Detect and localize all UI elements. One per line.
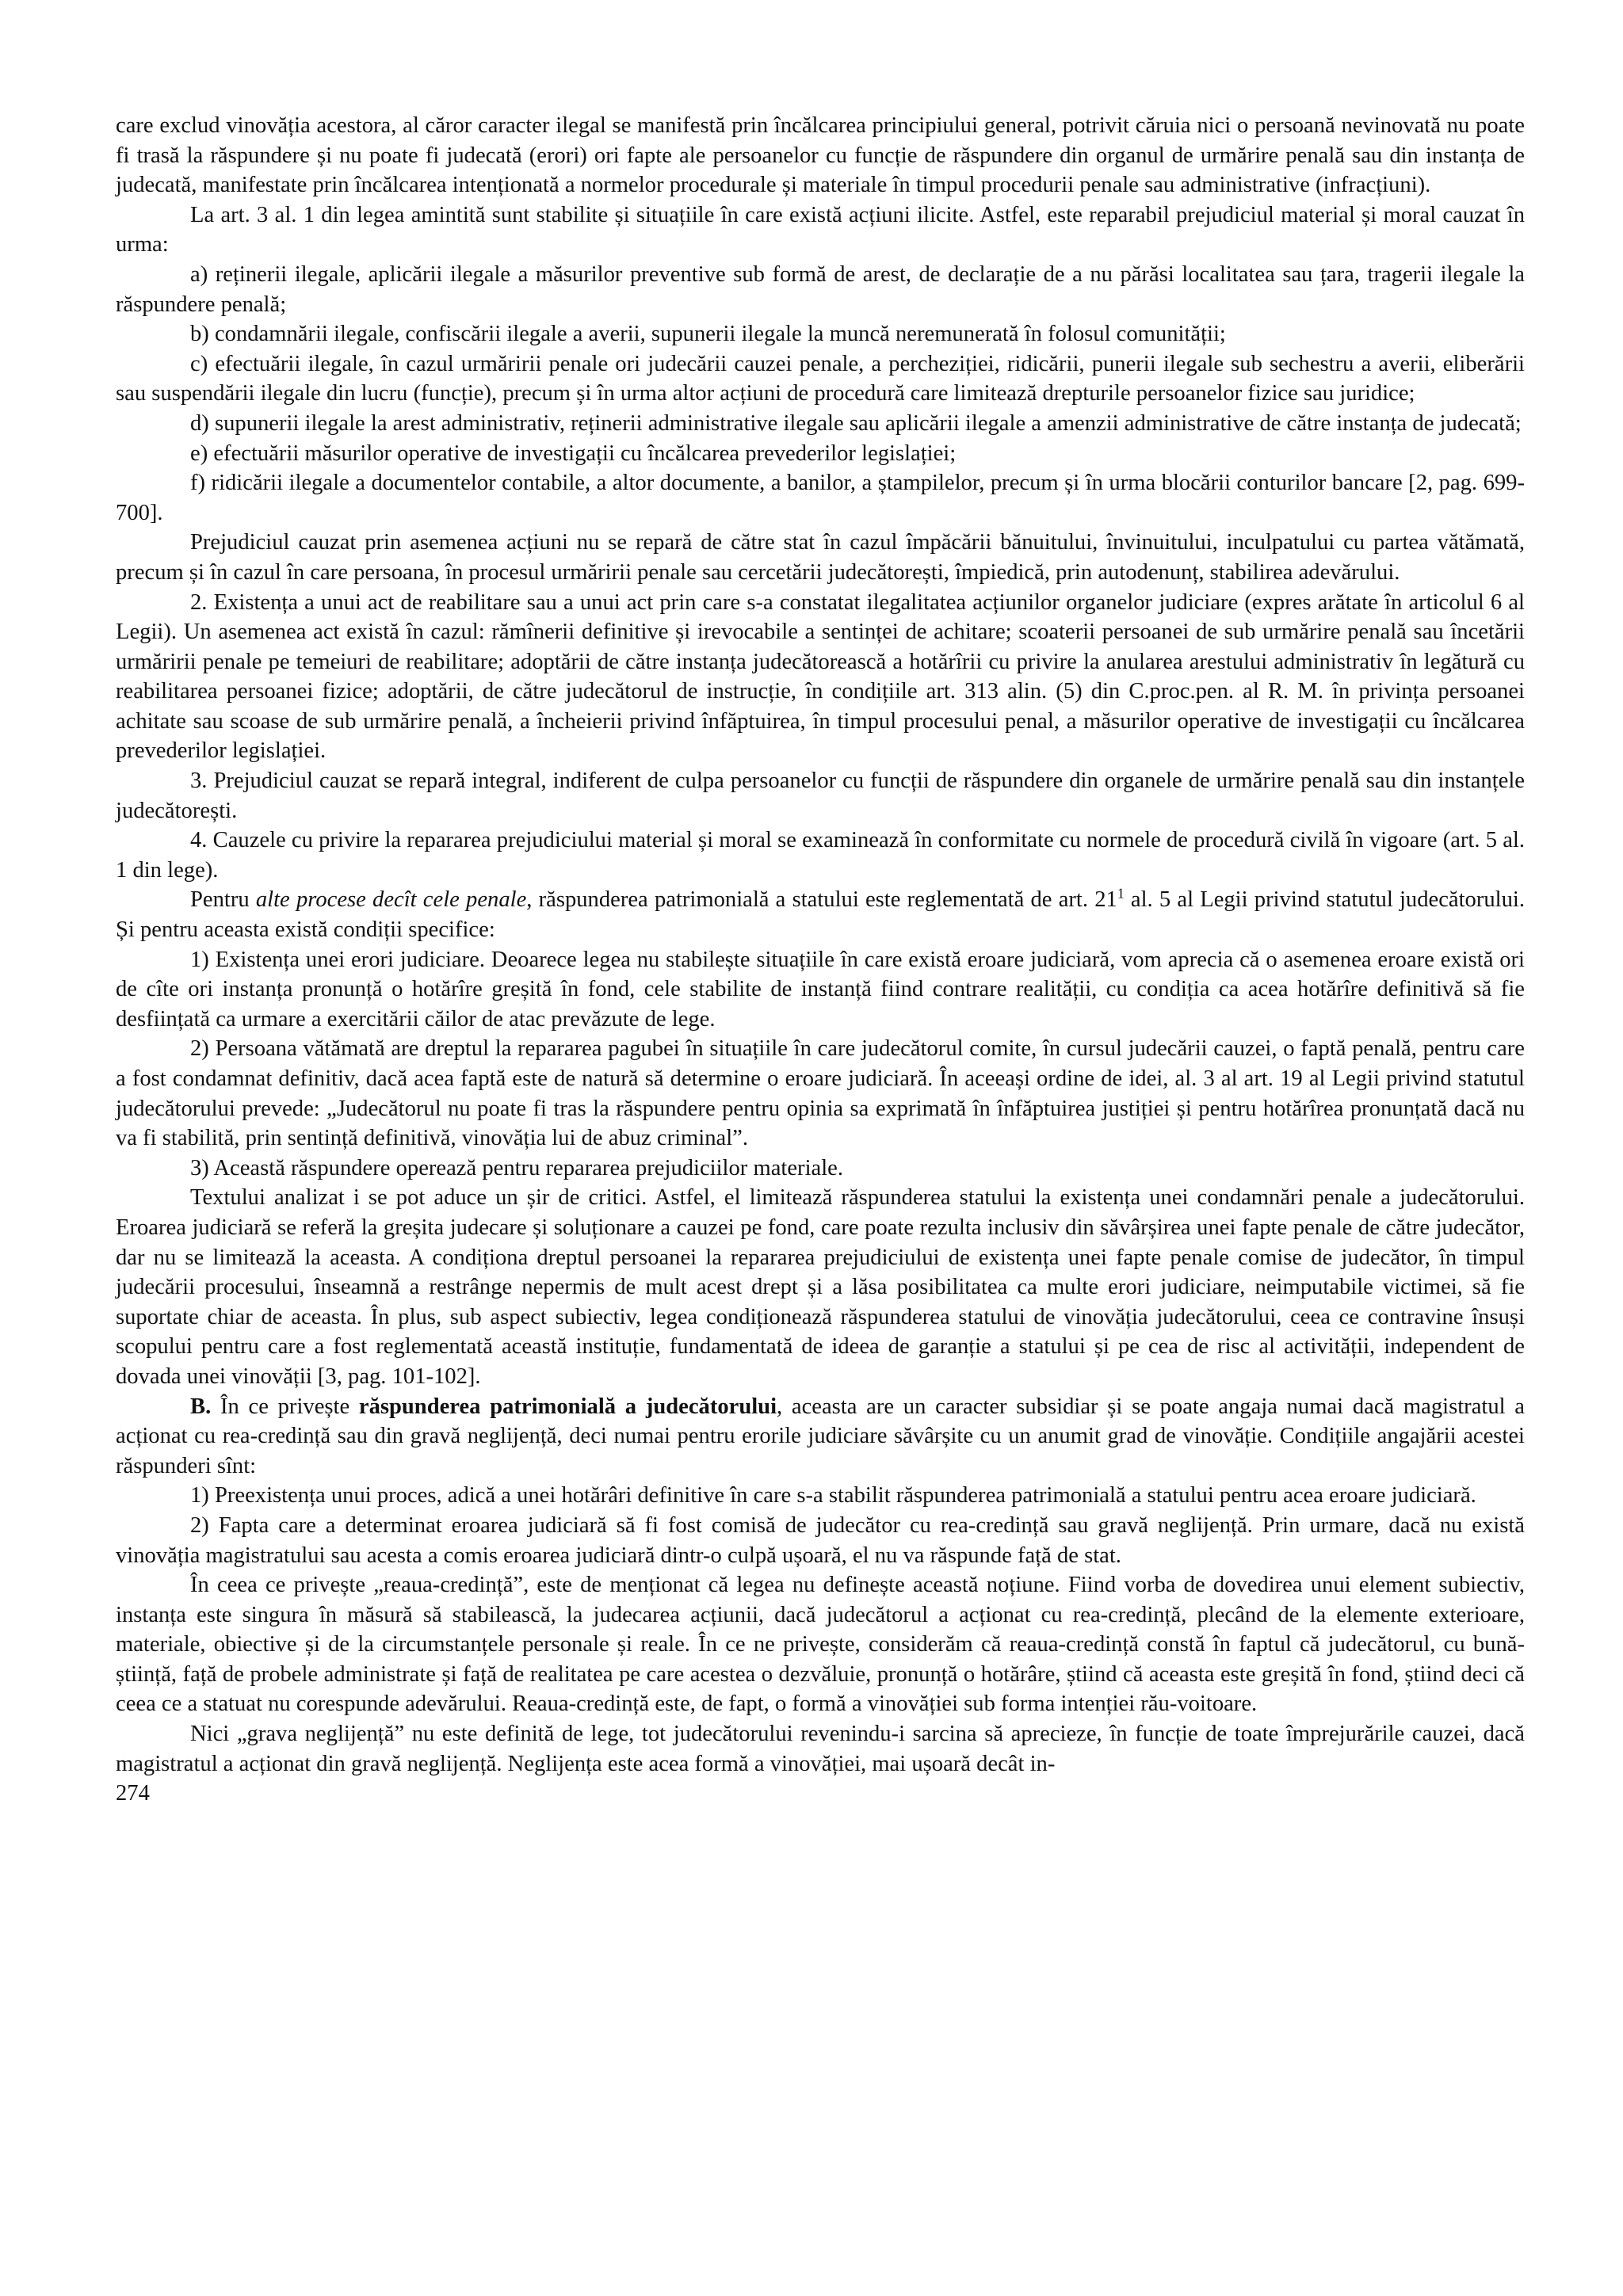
paragraph-text: 2) Persoana vătămată are dreptul la repararea pagubei în situațiile în care judecătorul comite, în cursul judecării cauzei, o faptă penală, pentru care a fost condamnat definitiv, dacă acea faptă este de natură să determine o eroare judiciară. În aceeași ordine de idei, al. 3 al art. 19 al Legii privind statutul judecătorului prevede: „Judecătorul nu poate fi tras la răspundere pentru opinia sa exprimată în înfăptuirea justiției și pentru hotărîrea pronunțată dacă nu va fi stabilită, prin sentință definitivă, vinovăția lui de abuz criminal”. xyxy=(116,1036,1525,1151)
paragraph-text: 1) Preexistența unui proces, adică a unei hotărâri definitive în care s-a stabilit răspunderea patrimonială a statului pentru acea eroare judiciară. xyxy=(190,1483,1476,1508)
paragraph xyxy=(116,1183,1525,1391)
paragraph-text: La art. 3 al. 1 din legea amintită sunt stabilite și situațiile în care există acțiuni ilicite. Astfel, este reparabil prejudiciul material și moral cauzat în urma: xyxy=(116,202,1525,257)
paragraph xyxy=(116,468,1525,528)
paragraph xyxy=(116,349,1525,409)
paragraph xyxy=(116,528,1525,587)
paragraph xyxy=(116,766,1525,826)
paragraph-text: e) efectuării măsurilor operative de investigații cu încălcarea prevederilor legislației; xyxy=(190,441,957,466)
paragraph-text: În ce privește xyxy=(211,1394,359,1419)
paragraph xyxy=(116,1570,1525,1719)
paragraph-text: d) supunerii ilegale la arest administrativ, reținerii administrative ilegale sau aplicării ilegale a amenzii administrative de către instanța de judecată; xyxy=(190,410,1522,436)
superscript: 1 xyxy=(1117,885,1125,902)
paragraph-text: 2. Existența a unui act de reabilitare sau a unui act prin care s-a constatat ilegalitatea acțiunilor organelor judiciare (expres arătate în articolul 6 al Legii). Un asemenea act există în cazul: rămînerii definitive și irevocabile a sentinței de achitare; scoaterii persoanei de sub urmărire penală sau încetării urmăririi penale pe temeiuri de reabilitare; adoptării de către instanța judecătorească a hotărîrii cu privire la anularea arestului administrativ în legătură cu reabilitarea persoanei fizice; adoptării, de către judecătorul de instrucție, în condițiile art. 313 alin. (5) din C.proc.pen. al R. M. în privința persoanei achitate sau scoase de sub urmărire penală, a încheierii privind înfăptuirea, în timpul procesului penal, a măsurilor operative de investigații cu încălcarea prevederilor legislației. xyxy=(116,589,1525,764)
paragraph-text: 4. Cauzele cu privire la repararea prejudiciului material și moral se examinează în conformitate cu normele de procedură civilă în vigoare (art. 5 al. 1 din lege). xyxy=(116,828,1525,883)
paragraph xyxy=(116,200,1525,260)
paragraph xyxy=(116,1154,1525,1184)
emphasis-text: alte procese decît cele penale xyxy=(255,887,527,913)
paragraph-text: , aceasta are un caracter subsidiar și se poate angaja numai dacă magistratul a acționat cu rea-credință sau din gravă neglijență, deci numai pentru erorile judiciare săvârșite cu un anumit grad de vinovăție. Condițiile angajării acestei răspunderi sînt: xyxy=(116,1394,1526,1478)
paragraph-text: f) ridicării ilegale a documentelor contabile, a altor documente, a banilor, a ștampilelor, precum și în urma blocării conturilor bancare [2, pag. 699-700]. xyxy=(116,471,1525,525)
paragraph xyxy=(116,826,1525,885)
paragraph-text: c) efectuării ilegale, în cazul urmăririi penale ori judecării cauzei penale, a percheziției, ridicării, punerii ilegale sub sechestru a averii, eliberării sau suspendării ilegale din lucru (funcție), precum și în urma altor acțiuni de procedură care limitează drepturile persoanelor fizice sau juridice; xyxy=(116,351,1525,406)
emphasis-text: răspunderea patrimonială a judecătorului xyxy=(358,1394,777,1419)
paragraph xyxy=(116,1719,1525,1779)
paragraph xyxy=(116,588,1525,767)
paragraph-text: , răspunderea patrimonială a statului este reglementată de art. 21 xyxy=(526,887,1117,913)
paragraph-text: Pentru xyxy=(190,887,256,913)
paragraph xyxy=(116,319,1525,349)
paragraph xyxy=(116,885,1525,944)
paragraph xyxy=(116,945,1525,1035)
paragraph xyxy=(116,260,1525,319)
body-text xyxy=(116,111,1525,1779)
paragraph xyxy=(116,1034,1525,1153)
paragraph xyxy=(116,111,1525,200)
paragraph-text: 3. Prejudiciul cauzat se repară integral, indiferent de culpa persoanelor cu funcții de răspundere din organele de urmărire penală sau din instanțele judecătorești. xyxy=(116,769,1525,823)
paragraph-text: a) reținerii ilegale, aplicării ilegale a măsurilor preventive sub formă de arest, de declarație de a nu părăsi localitatea sau țara, tragerii ilegale la răspundere penală; xyxy=(116,261,1525,317)
page-number: 274 xyxy=(116,1781,150,1806)
paragraph xyxy=(116,1481,1525,1511)
paragraph-text: b) condamnării ilegale, confiscării ilegale a averii, supunerii ilegale la muncă neremunerată în folosul comunității; xyxy=(190,322,1226,347)
paragraph-text: 3) Această răspundere operează pentru repararea prejudiciilor materiale. xyxy=(190,1155,843,1180)
paragraph-text: care exclud vinovăția acestora, al căror caracter ilegal se manifestă prin încălcarea principiului general, potrivit căruia nici o persoană nevinovată nu poate fi trasă la răspundere și nu poate fi judecată (erori) ori fapte ale persoanelor cu funcție de răspundere din organul de urmărire penală sau din instanța de judecată, manifestate prin încălcarea intenționată a normelor procedurale și materiale în timpul procedurii penale sau administrative (infracțiuni). xyxy=(116,113,1525,198)
emphasis-text: B. xyxy=(190,1394,212,1419)
paragraph-text: 1) Existența unei erori judiciare. Deoarece legea nu stabilește situațiile în care există eroare judiciară, vom aprecia că o asemenea eroare există ori de cîte ori instanța pronunță o hotărîre greșită în fond, cele stabilite de instanță fiind contrare realității, cu condiția ca acea hotărîre definitivă să fie desființată ca urmare a exercitării căilor de atac prevăzute de lege. xyxy=(116,947,1525,1032)
paragraph-text: al. 5 al Legii privind statutul judecătorului. Și pentru aceasta există condiții specifice: xyxy=(116,887,1525,943)
paragraph-text: Textului analizat i se pot aduce un șir de critici. Astfel, el limitează răspunderea statului la existența unei condamnări penale a judecătorului. Eroarea judiciară se referă la greșita judecare și soluționare a cauzei pe fond, care poate rezulta inclusiv din săvârșirea unei fapte penale de către judecător, dar nu se limitează la aceasta. A condiționa dreptul persoanei la repararea prejudiciului de existența unei fapte penale comise de judecător, în timpul judecării procesului, înseamnă a restrânge nepermis de mult acest drept și a lăsa posibilitatea ca multe erori judiciare, neimputabile victimei, să fie suportate chiar de aceasta. În plus, sub aspect subiectiv, legea condiționează răspunderea statului de vinovăția judecătorului, ceea ce contravine însuși scopului pentru care a fost reglementată această instituție, fundamentată de ideea de garanție a statului și pe cea de risc al activității, independent de dovada unei vinovății [3, pag. 101-102]. xyxy=(116,1185,1525,1389)
paragraph-text: Prejudiciul cauzat prin asemenea acțiuni nu se repară de către stat în cazul împăcării bănuitului, învinuitului, inculpatului cu partea vătămată, precum și în cazul în care persoana, în procesul urmăririi penale sau cercetării judecătorești, împiedică, prin autodenunț, stabilirea adevărului. xyxy=(116,530,1525,585)
paragraph xyxy=(116,409,1525,439)
paragraph xyxy=(116,1392,1525,1482)
paragraph xyxy=(116,439,1525,469)
paragraph-text: Nici „grava neglijență” nu este definită de lege, tot judecătorului revenindu-i sarcina să aprecieze, în funcție de toate împrejurările cauzei, dacă magistratul a acționat din gravă neglijență. Neglijența este acea formă a vinovăției, mai ușoară decât in- xyxy=(116,1722,1525,1776)
paragraph-text: 2) Fapta care a determinat eroarea judiciară să fi fost comisă de judecător cu rea-credință sau gravă neglijență. Prin urmare, dacă nu există vinovăția magistratului sau acesta a comis eroarea judiciară dintr-o culpă ușoară, el nu va răspunde față de stat. xyxy=(116,1512,1525,1568)
paragraph xyxy=(116,1511,1525,1570)
paragraph-text: În ceea ce privește „reaua-credință”, este de menționat că legea nu definește această noțiune. Fiind vorba de dovedirea unui element subiectiv, instanța este singura în măsură să stabilească, la judecarea acțiunii, dacă judecătorul a acționat cu rea-credință, plecând de la elemente exterioare, materiale, obiective și de la circumstanțele personale și reale. În ce ne privește, considerăm că reaua-credință constă în faptul că judecătorul, cu bună-știință, față de probele administrate și față de realitatea pe care acestea o dezvăluie, pronunță o hotărâre, știind că aceasta este greșită în fond, știind deci că ceea ce a statuat nu corespunde adevărului. Reaua-credință este, de fapt, o formă a vinovăției sub forma intenției rău-voitoare. xyxy=(116,1573,1525,1717)
